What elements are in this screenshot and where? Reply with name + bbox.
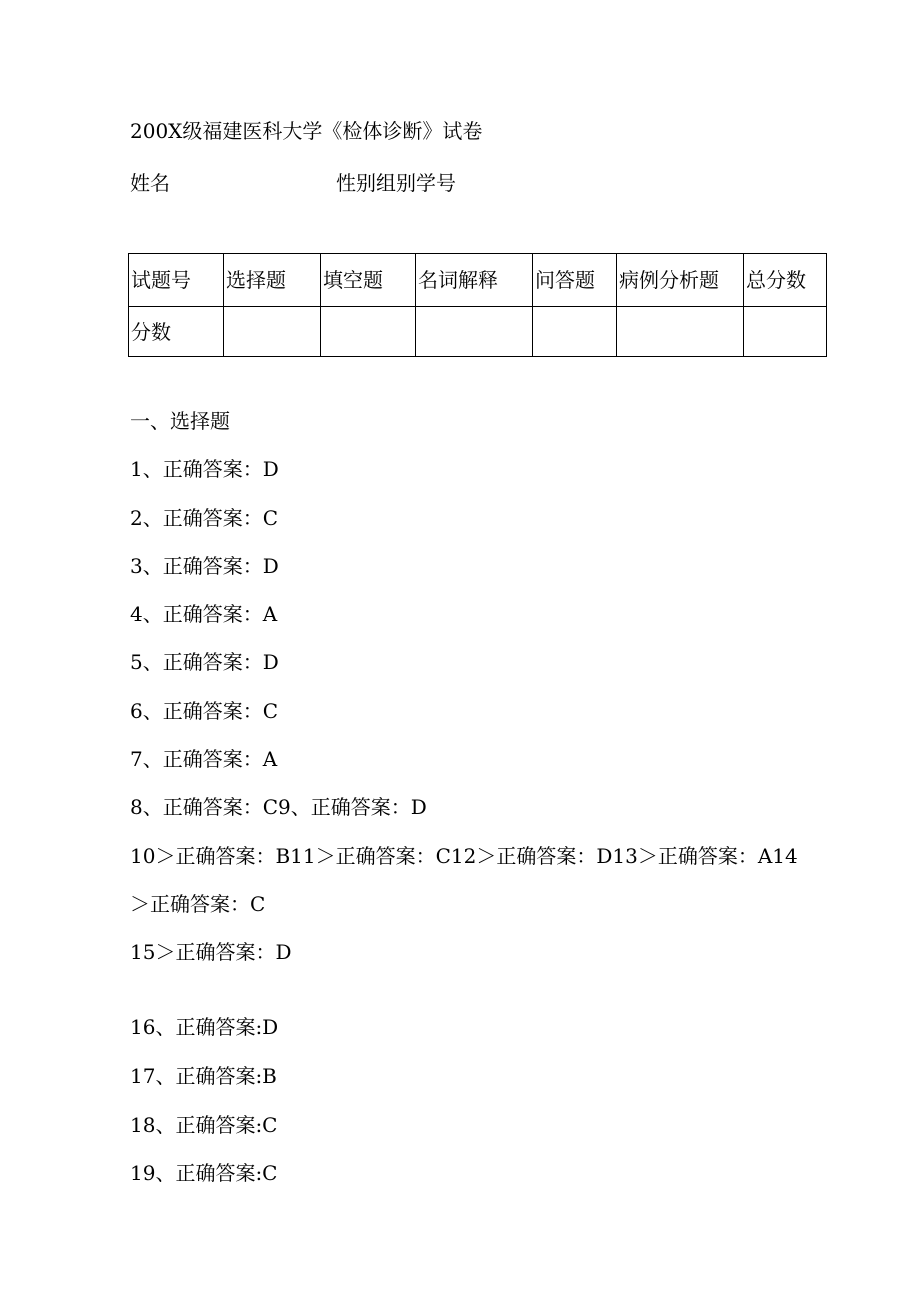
answer-line: 1、正确答案：D — [130, 457, 279, 481]
answer-line: 4、正确答案：A — [130, 602, 278, 626]
answer-line: 7、正确答案：A — [130, 747, 278, 771]
header-question-number: 试题号 — [129, 254, 224, 307]
answer-line: 8、正确答案：C9、正确答案：D — [130, 795, 427, 819]
answer-line: 15＞正确答案：D — [130, 940, 292, 964]
answer-line: 18、正确答案:C — [130, 1113, 278, 1137]
header-multiple-choice: 选择题 — [224, 254, 321, 307]
answer-line: 6、正确答案：C — [130, 699, 279, 723]
exam-title: 200X级福建医科大学《检体诊断》试卷 — [130, 119, 483, 143]
score-table-score-row — [129, 307, 827, 357]
answer-line: 17、正确答案:B — [130, 1064, 277, 1088]
score-cell-fill-in-blank — [321, 307, 416, 357]
answer-line: 2、正确答案：C — [130, 506, 279, 530]
answer-line: 5、正确答案：D — [130, 650, 279, 674]
answer-line: 10＞正确答案：B11＞正确答案：C12＞正确答案：D13＞正确答案：A14 — [130, 844, 798, 868]
score-table-header-row — [129, 254, 827, 307]
answer-line: ＞正确答案：C — [130, 892, 266, 916]
score-cell-term-definition — [416, 307, 533, 357]
header-term-definition: 名词解释 — [416, 254, 533, 307]
header-case-analysis: 病例分析题 — [617, 254, 744, 307]
score-table — [128, 253, 827, 357]
score-cell-total — [744, 307, 827, 357]
gender-group-id-label: 性别组别学号 — [336, 171, 456, 195]
score-cell-short-answer — [533, 307, 617, 357]
header-fill-in-blank: 填空题 — [321, 254, 416, 307]
name-label: 姓名 — [130, 171, 170, 195]
row-label-score: 分数 — [129, 307, 224, 357]
section-heading: 一、选择题 — [130, 409, 230, 433]
header-short-answer: 问答题 — [533, 254, 617, 307]
header-total-score: 总分数 — [744, 254, 827, 307]
answer-line: 19、正确答案:C — [130, 1161, 278, 1185]
answer-line: 3、正确答案：D — [130, 554, 279, 578]
answer-line: 16、正确答案:D — [130, 1015, 279, 1039]
score-cell-multiple-choice — [224, 307, 321, 357]
score-cell-case-analysis — [617, 307, 744, 357]
